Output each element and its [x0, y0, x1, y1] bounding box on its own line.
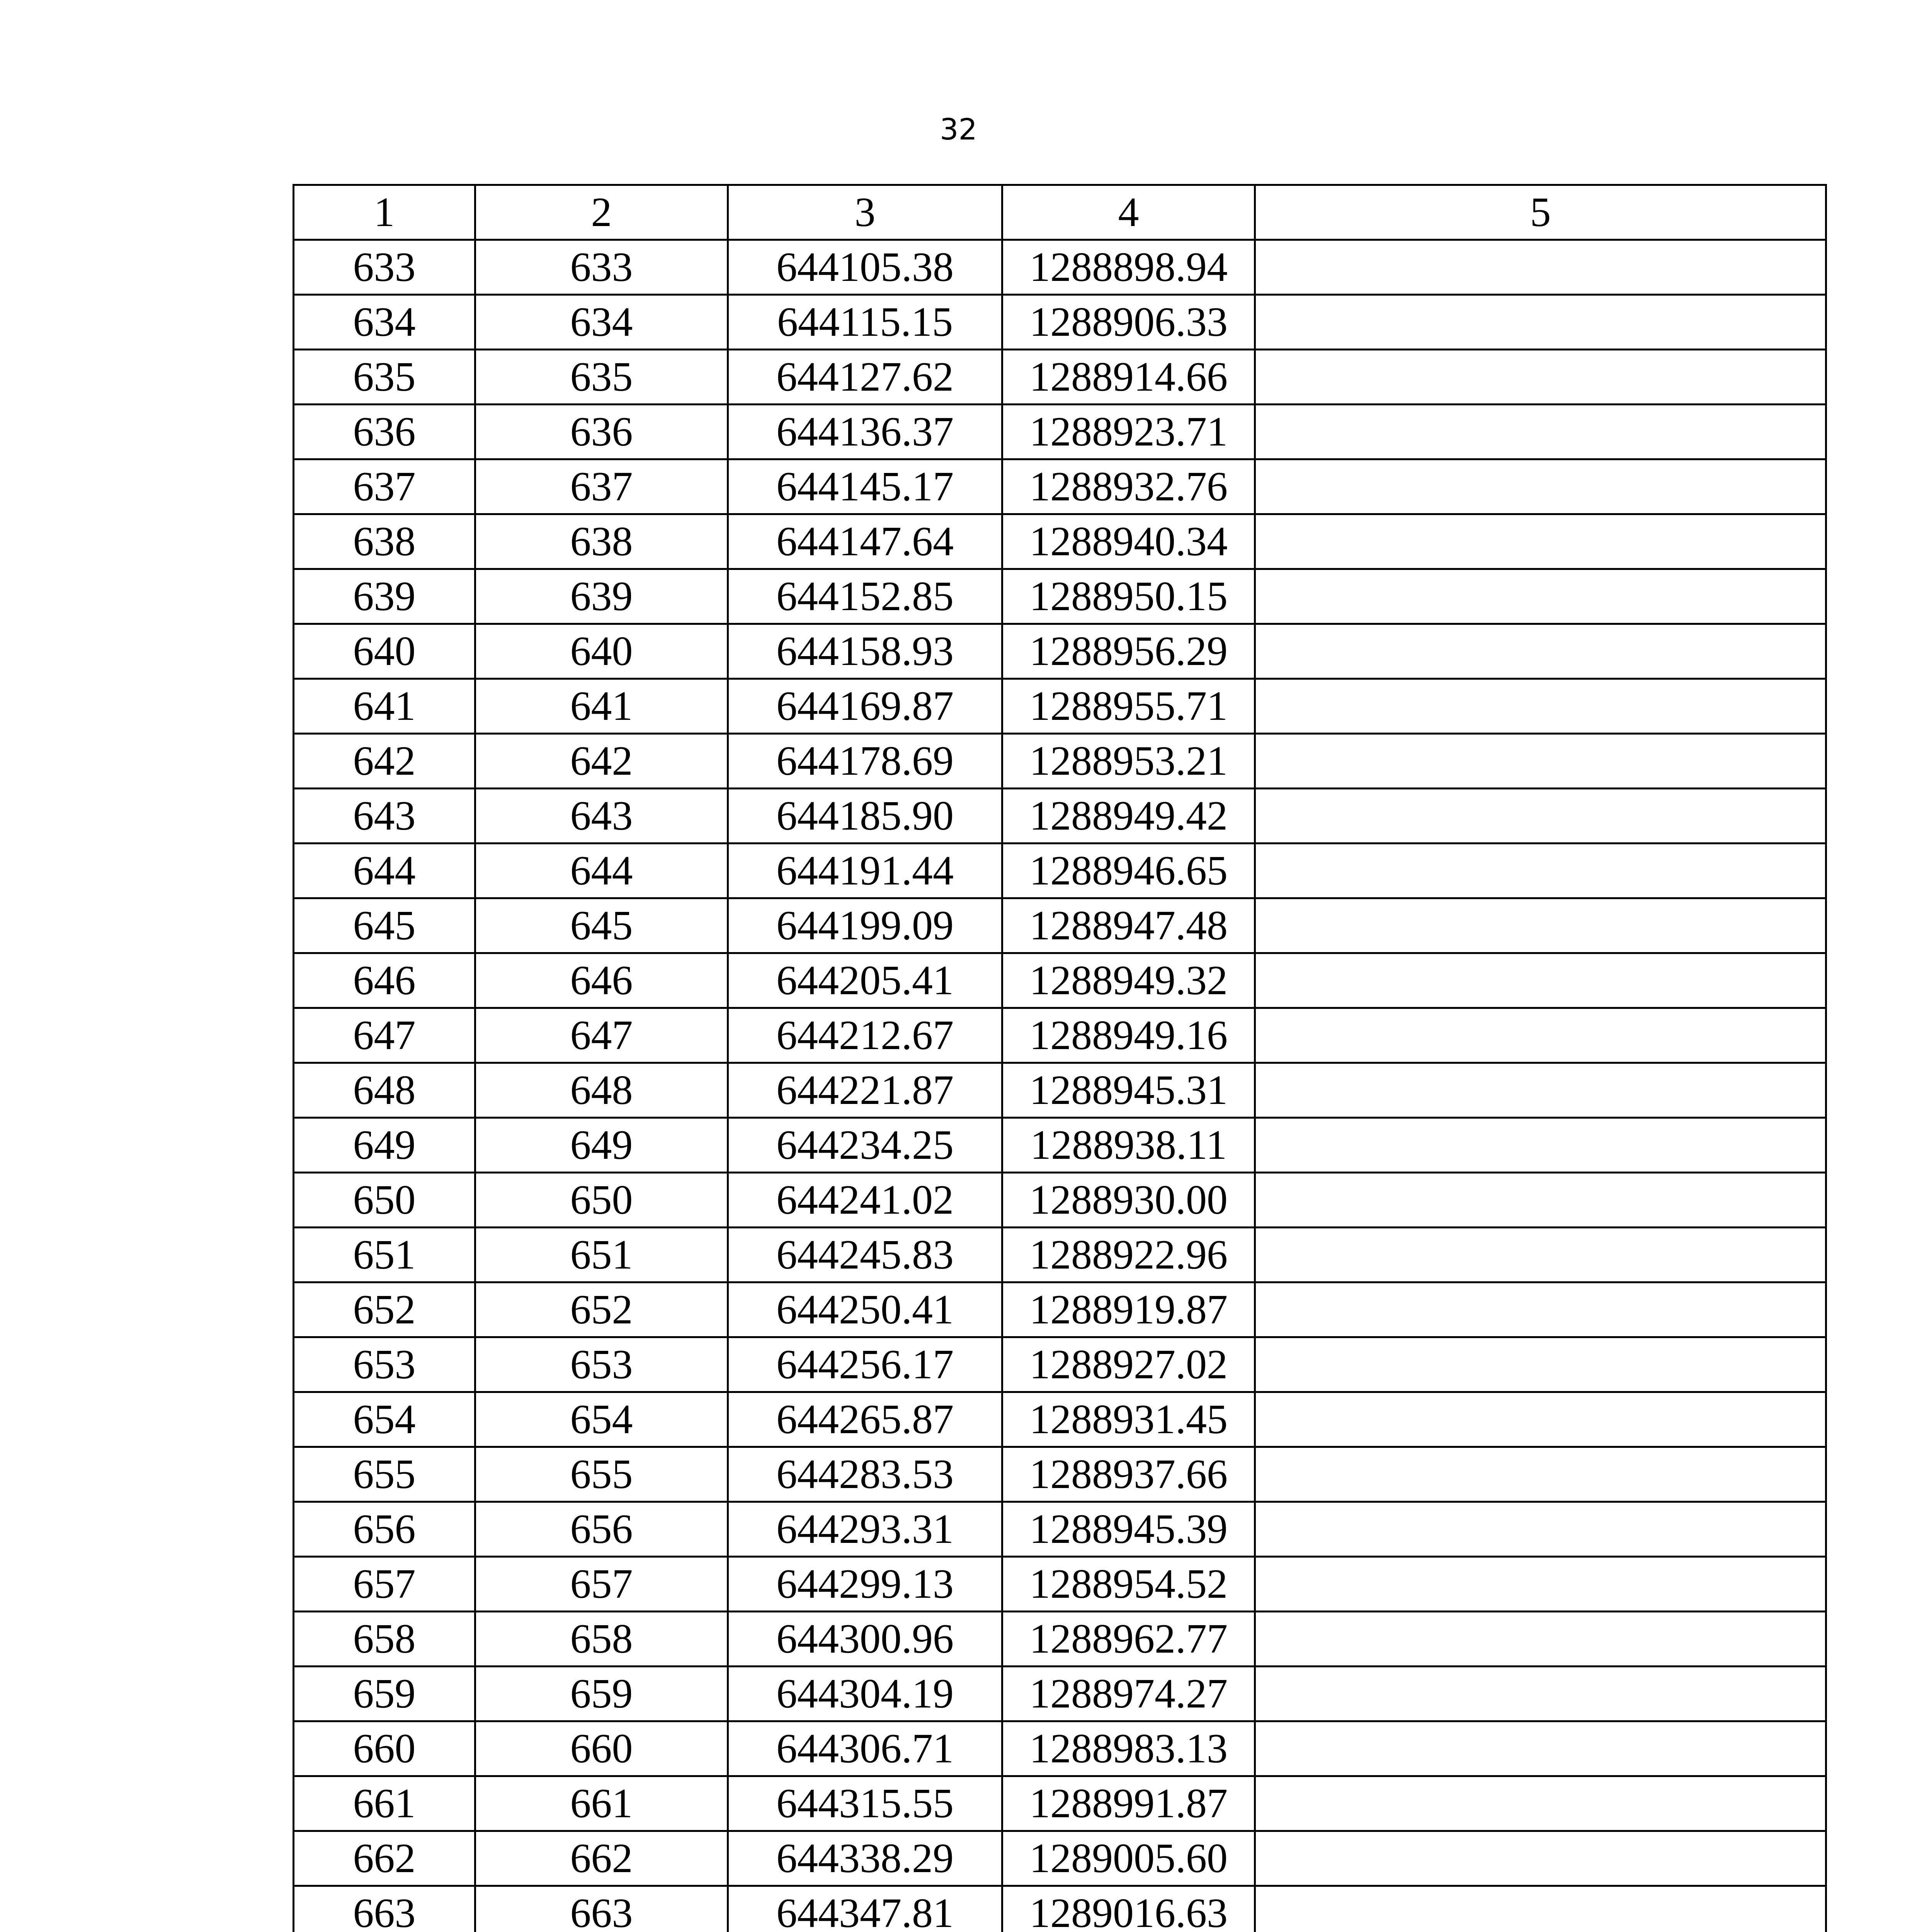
- cell-point-id: 656: [475, 1502, 728, 1557]
- cell-point-number: 657: [294, 1557, 475, 1612]
- cell-coord-y: 1289016.63: [1002, 1886, 1255, 1932]
- cell-note: [1255, 1337, 1826, 1392]
- cell-point-number: 637: [294, 459, 475, 514]
- cell-coord-y: 1288974.27: [1002, 1667, 1255, 1721]
- cell-point-id: 663: [475, 1886, 728, 1932]
- cell-coord-x: 644205.41: [728, 953, 1002, 1008]
- cell-coord-y: 1288954.52: [1002, 1557, 1255, 1612]
- cell-coord-y: 1288914.66: [1002, 350, 1255, 405]
- table-row: [294, 514, 1826, 569]
- header-cell-5: 5: [1255, 185, 1826, 240]
- cell-point-number: 636: [294, 405, 475, 459]
- cell-note: [1255, 679, 1826, 734]
- coordinates-table: [293, 184, 1827, 1932]
- cell-note: [1255, 1118, 1826, 1173]
- cell-note: [1255, 1831, 1826, 1886]
- cell-note: [1255, 569, 1826, 624]
- cell-coord-x: 644147.64: [728, 514, 1002, 569]
- cell-coord-x: 644178.69: [728, 734, 1002, 789]
- cell-coord-y: 1288962.77: [1002, 1612, 1255, 1667]
- cell-note: [1255, 1886, 1826, 1932]
- cell-coord-x: 644315.55: [728, 1776, 1002, 1831]
- cell-point-number: 662: [294, 1831, 475, 1886]
- cell-point-id: 653: [475, 1337, 728, 1392]
- cell-point-number: 650: [294, 1173, 475, 1228]
- cell-point-number: 635: [294, 350, 475, 405]
- cell-coord-y: 1288953.21: [1002, 734, 1255, 789]
- cell-point-id: 645: [475, 898, 728, 953]
- table-row: [294, 1173, 1826, 1228]
- cell-note: [1255, 1173, 1826, 1228]
- cell-coord-x: 644105.38: [728, 240, 1002, 295]
- cell-note: [1255, 1502, 1826, 1557]
- table-row: [294, 1502, 1826, 1557]
- cell-point-id: 652: [475, 1282, 728, 1337]
- cell-note: [1255, 844, 1826, 898]
- cell-point-id: 642: [475, 734, 728, 789]
- cell-coord-x: 644347.81: [728, 1886, 1002, 1932]
- cell-point-id: 633: [475, 240, 728, 295]
- cell-coord-x: 644293.31: [728, 1502, 1002, 1557]
- cell-coord-x: 644304.19: [728, 1667, 1002, 1721]
- table-row: [294, 1557, 1826, 1612]
- cell-coord-y: 1288898.94: [1002, 240, 1255, 295]
- header-cell-4: 4: [1002, 185, 1255, 240]
- cell-point-id: 635: [475, 350, 728, 405]
- cell-coord-x: 644115.15: [728, 295, 1002, 350]
- table-row: [294, 459, 1826, 514]
- cell-point-id: 649: [475, 1118, 728, 1173]
- cell-point-number: 639: [294, 569, 475, 624]
- table-row: [294, 898, 1826, 953]
- cell-coord-x: 644265.87: [728, 1392, 1002, 1447]
- cell-point-number: 647: [294, 1008, 475, 1063]
- cell-point-id: 660: [475, 1721, 728, 1776]
- cell-point-number: 653: [294, 1337, 475, 1392]
- cell-point-id: 659: [475, 1667, 728, 1721]
- cell-note: [1255, 1721, 1826, 1776]
- table-header-row: [294, 185, 1826, 240]
- cell-point-number: 644: [294, 844, 475, 898]
- table-row: [294, 295, 1826, 350]
- cell-note: [1255, 1282, 1826, 1337]
- cell-point-number: 651: [294, 1228, 475, 1282]
- cell-note: [1255, 1557, 1826, 1612]
- table-row: [294, 1282, 1826, 1337]
- cell-coord-y: 1288940.34: [1002, 514, 1255, 569]
- cell-coord-y: 1288949.42: [1002, 789, 1255, 844]
- cell-point-number: 654: [294, 1392, 475, 1447]
- table-row: [294, 1337, 1826, 1392]
- cell-coord-y: 1288991.87: [1002, 1776, 1255, 1831]
- cell-point-number: 648: [294, 1063, 475, 1118]
- cell-coord-y: 1288927.02: [1002, 1337, 1255, 1392]
- cell-point-id: 643: [475, 789, 728, 844]
- cell-note: [1255, 1228, 1826, 1282]
- cell-coord-x: 644245.83: [728, 1228, 1002, 1282]
- table-row: [294, 1063, 1826, 1118]
- cell-coord-x: 644256.17: [728, 1337, 1002, 1392]
- cell-point-number: 645: [294, 898, 475, 953]
- cell-coord-x: 644234.25: [728, 1118, 1002, 1173]
- page-number: 32: [940, 112, 977, 146]
- table-row: [294, 789, 1826, 844]
- header-cell-3: 3: [728, 185, 1002, 240]
- cell-coord-x: 644241.02: [728, 1173, 1002, 1228]
- cell-note: [1255, 1008, 1826, 1063]
- cell-coord-y: 1288945.39: [1002, 1502, 1255, 1557]
- cell-point-id: 637: [475, 459, 728, 514]
- cell-point-number: 656: [294, 1502, 475, 1557]
- cell-coord-y: 1288930.00: [1002, 1173, 1255, 1228]
- cell-point-id: 640: [475, 624, 728, 679]
- cell-note: [1255, 240, 1826, 295]
- cell-point-number: 633: [294, 240, 475, 295]
- cell-coord-x: 644158.93: [728, 624, 1002, 679]
- cell-coord-x: 644283.53: [728, 1447, 1002, 1502]
- cell-point-number: 642: [294, 734, 475, 789]
- cell-coord-y: 1288922.96: [1002, 1228, 1255, 1282]
- cell-note: [1255, 514, 1826, 569]
- cell-point-id: 655: [475, 1447, 728, 1502]
- header-cell-1: 1: [294, 185, 475, 240]
- cell-point-number: 634: [294, 295, 475, 350]
- cell-point-id: 662: [475, 1831, 728, 1886]
- cell-coord-x: 644306.71: [728, 1721, 1002, 1776]
- cell-note: [1255, 1447, 1826, 1502]
- cell-coord-y: 1289005.60: [1002, 1831, 1255, 1886]
- table-row: [294, 679, 1826, 734]
- cell-note: [1255, 459, 1826, 514]
- cell-point-number: 660: [294, 1721, 475, 1776]
- header-cell-2: 2: [475, 185, 728, 240]
- cell-note: [1255, 1776, 1826, 1831]
- cell-note: [1255, 1612, 1826, 1667]
- cell-coord-x: 644300.96: [728, 1612, 1002, 1667]
- cell-note: [1255, 405, 1826, 459]
- table-row: [294, 1008, 1826, 1063]
- cell-point-number: 661: [294, 1776, 475, 1831]
- cell-coord-y: 1288906.33: [1002, 295, 1255, 350]
- cell-point-number: 659: [294, 1667, 475, 1721]
- cell-point-id: 634: [475, 295, 728, 350]
- cell-coord-y: 1288919.87: [1002, 1282, 1255, 1337]
- table-row: [294, 350, 1826, 405]
- table-row: [294, 240, 1826, 295]
- table-row: [294, 1118, 1826, 1173]
- cell-point-id: 646: [475, 953, 728, 1008]
- cell-coord-y: 1288947.48: [1002, 898, 1255, 953]
- table-row: [294, 624, 1826, 679]
- cell-note: [1255, 350, 1826, 405]
- table-row: [294, 734, 1826, 789]
- cell-coord-x: 644199.09: [728, 898, 1002, 953]
- cell-point-number: 655: [294, 1447, 475, 1502]
- table-row: [294, 1721, 1826, 1776]
- cell-point-id: 658: [475, 1612, 728, 1667]
- cell-coord-x: 644185.90: [728, 789, 1002, 844]
- table-row: [294, 569, 1826, 624]
- cell-point-number: 646: [294, 953, 475, 1008]
- cell-coord-y: 1288955.71: [1002, 679, 1255, 734]
- cell-coord-x: 644136.37: [728, 405, 1002, 459]
- table-row: [294, 1228, 1826, 1282]
- table-row: [294, 405, 1826, 459]
- cell-note: [1255, 624, 1826, 679]
- cell-point-id: 638: [475, 514, 728, 569]
- table-row: [294, 1831, 1826, 1886]
- cell-coord-x: 644127.62: [728, 350, 1002, 405]
- cell-coord-y: 1288949.16: [1002, 1008, 1255, 1063]
- cell-coord-x: 644169.87: [728, 679, 1002, 734]
- cell-coord-y: 1288949.32: [1002, 953, 1255, 1008]
- cell-coord-x: 644145.17: [728, 459, 1002, 514]
- cell-point-id: 651: [475, 1228, 728, 1282]
- cell-point-id: 657: [475, 1557, 728, 1612]
- cell-coord-x: 644250.41: [728, 1282, 1002, 1337]
- cell-point-number: 658: [294, 1612, 475, 1667]
- cell-coord-y: 1288950.15: [1002, 569, 1255, 624]
- cell-point-id: 661: [475, 1776, 728, 1831]
- cell-note: [1255, 898, 1826, 953]
- cell-point-number: 638: [294, 514, 475, 569]
- cell-coord-y: 1288932.76: [1002, 459, 1255, 514]
- cell-note: [1255, 1063, 1826, 1118]
- cell-coord-y: 1288983.13: [1002, 1721, 1255, 1776]
- table-row: [294, 953, 1826, 1008]
- cell-coord-y: 1288937.66: [1002, 1447, 1255, 1502]
- cell-point-number: 640: [294, 624, 475, 679]
- cell-coord-x: 644299.13: [728, 1557, 1002, 1612]
- cell-point-id: 644: [475, 844, 728, 898]
- cell-point-id: 641: [475, 679, 728, 734]
- cell-coord-x: 644212.67: [728, 1008, 1002, 1063]
- cell-coord-y: 1288923.71: [1002, 405, 1255, 459]
- cell-point-number: 641: [294, 679, 475, 734]
- cell-coord-x: 644221.87: [728, 1063, 1002, 1118]
- table-row: [294, 844, 1826, 898]
- cell-point-number: 652: [294, 1282, 475, 1337]
- cell-note: [1255, 1392, 1826, 1447]
- cell-coord-y: 1288938.11: [1002, 1118, 1255, 1173]
- table-row: [294, 1776, 1826, 1831]
- table-row: [294, 1886, 1826, 1932]
- cell-note: [1255, 1667, 1826, 1721]
- cell-point-id: 647: [475, 1008, 728, 1063]
- cell-coord-y: 1288931.45: [1002, 1392, 1255, 1447]
- table-row: [294, 1612, 1826, 1667]
- cell-note: [1255, 295, 1826, 350]
- cell-coord-x: 644338.29: [728, 1831, 1002, 1886]
- table-body: [294, 240, 1826, 1932]
- cell-coord-x: 644191.44: [728, 844, 1002, 898]
- cell-point-number: 643: [294, 789, 475, 844]
- cell-point-id: 648: [475, 1063, 728, 1118]
- cell-coord-y: 1288956.29: [1002, 624, 1255, 679]
- cell-note: [1255, 953, 1826, 1008]
- table-row: [294, 1392, 1826, 1447]
- cell-point-id: 636: [475, 405, 728, 459]
- table-row: [294, 1447, 1826, 1502]
- cell-point-id: 639: [475, 569, 728, 624]
- cell-coord-y: 1288945.31: [1002, 1063, 1255, 1118]
- cell-point-id: 654: [475, 1392, 728, 1447]
- cell-coord-y: 1288946.65: [1002, 844, 1255, 898]
- cell-coord-x: 644152.85: [728, 569, 1002, 624]
- cell-point-number: 649: [294, 1118, 475, 1173]
- cell-note: [1255, 734, 1826, 789]
- table-row: [294, 1667, 1826, 1721]
- cell-point-id: 650: [475, 1173, 728, 1228]
- cell-point-number: 663: [294, 1886, 475, 1932]
- cell-note: [1255, 789, 1826, 844]
